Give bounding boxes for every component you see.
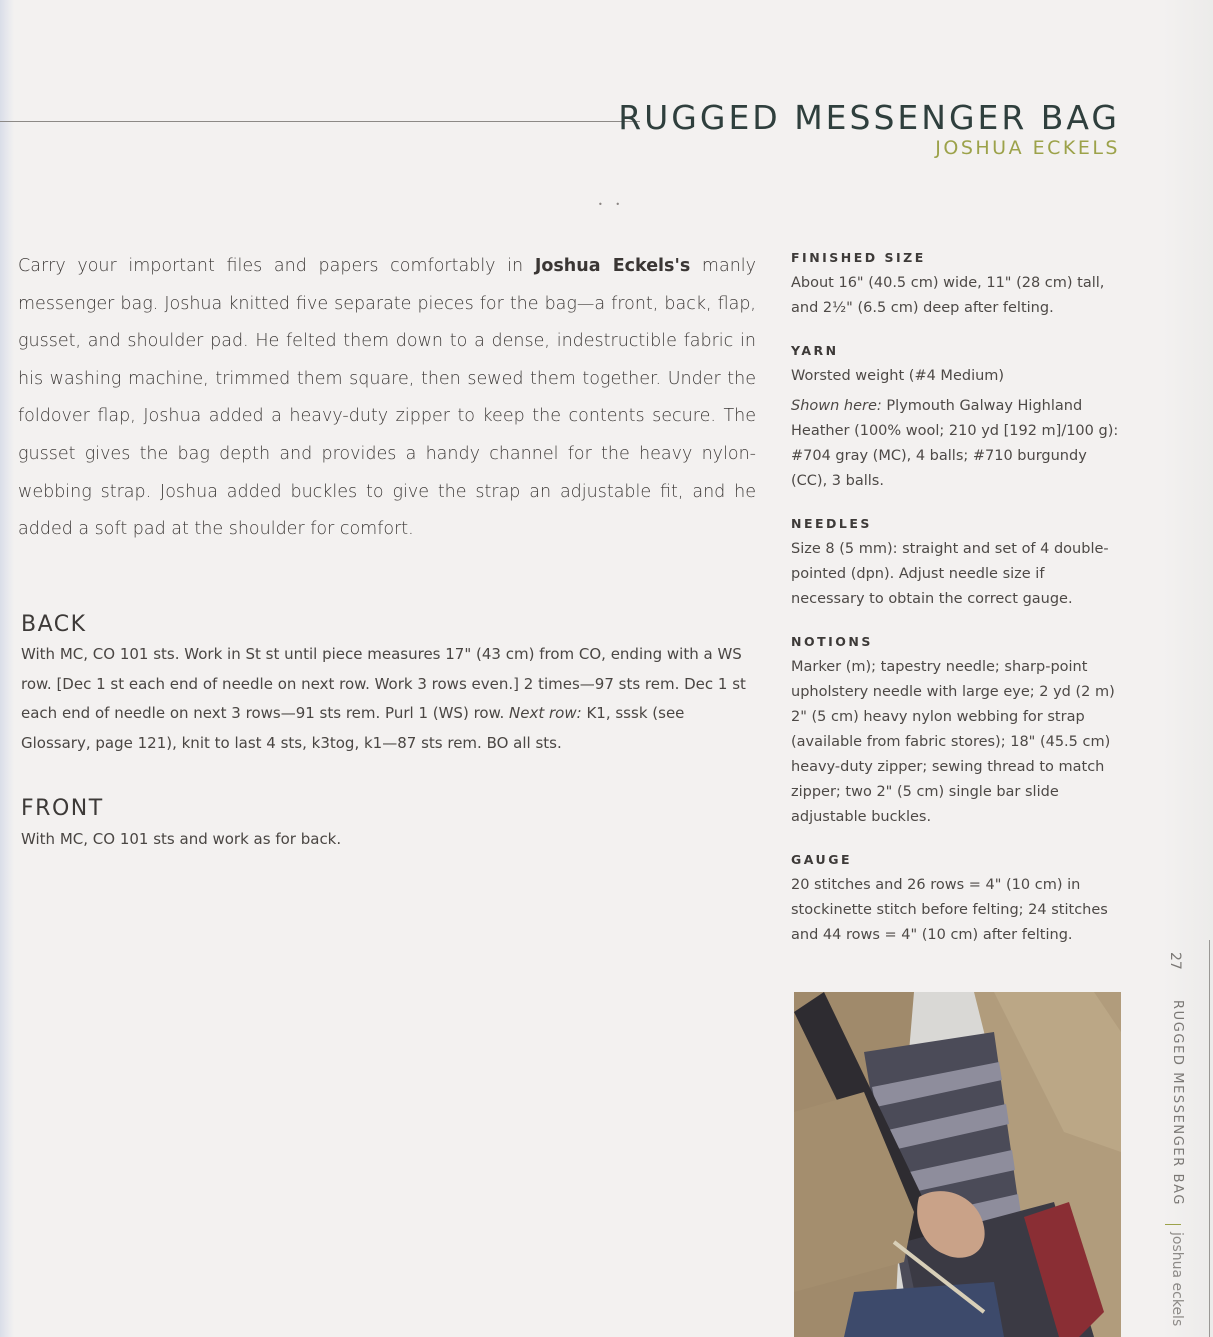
shown-here-text: Plymouth Galway Highland Heather (100% wool; 210 yd [192 m]/100 g): #704 gray (MC), 4 balls; #710 burgundy (CC), 3 balls. (791, 398, 1119, 489)
intro-designer-name: Joshua Eckels's (534, 256, 691, 276)
back-instructions (21, 640, 746, 758)
running-author: joshua eckels (1169, 1232, 1185, 1327)
front-heading: FRONT (21, 796, 104, 821)
intro-text-after: manly messenger bag. Joshua knitted five separate pieces for the bag—a front, back, flap, gusset, and shoulder pad. He felted them down to a dense, indestructible fabric in his washing machine, trimmed them square, then sewed them together. Under the foldover flap, Joshua added a heavy-duty zipper to keep the contents secure. The gusset gives the bag depth and provides a handy channel for the heavy nylon-webbing strap. Joshua added buckles to give the strap an adjustable fit, and he added a soft pad at the shoulder for comfort. (18, 256, 757, 540)
yarn-heading: YARN (791, 343, 839, 358)
photo-illustration (794, 992, 1121, 1337)
notions-text: Marker (m); tapestry needle; sharp-point upholstery needle with large eye; 2 yd (2 m) 2" (5 cm) heavy nylon webbing for strap (available from fabric stores); 18" (45.5 cm) heavy-duty zipper; sewing thread to match zipper; two 2" (5 cm) single bar slide adjustable buckles. (791, 659, 1115, 825)
spec-gauge (791, 852, 1121, 948)
messenger-bag-photo (794, 992, 1121, 1337)
page-gutter-shadow (0, 0, 14, 1337)
spec-finished-size (791, 250, 1121, 321)
finished-size-heading: FINISHED SIZE (791, 250, 926, 265)
shown-here-label: Shown here: (791, 398, 882, 414)
spec-needles (791, 516, 1121, 612)
back-heading: BACK (21, 612, 87, 637)
back-text-part2: K1, sssk (see Glossary, page 121), knit to last 4 sts, k3tog, k1—87 sts rem. BO all sts. (21, 704, 685, 752)
front-instructions: With MC, CO 101 sts and work as for back. (21, 830, 342, 848)
needles-text: Size 8 (5 mm): straight and set of 4 double-pointed (dpn). Adjust needle size if necessary to obtain the correct gauge. (791, 541, 1109, 607)
spec-notions (791, 634, 1121, 830)
needles-heading: NEEDLES (791, 516, 872, 531)
intro-text-before: Carry your important files and papers comfortably in (18, 256, 535, 276)
header-rule (0, 121, 640, 122)
back-text-part1: With MC, CO 101 sts. Work in St st until piece measures 17" (43 cm) from CO, ending with a WS row. [Dec 1 st each end of needle on next row. Work 3 rows even.] 2 times—97 sts rem. Dec 1 st each end of needle on next 3 rows—91 sts rem. Purl 1 (WS) row. (21, 645, 746, 722)
folio-rule (1209, 940, 1210, 1337)
finished-size-text: About 16" (40.5 cm) wide, 11" (28 cm) tall, and 2½" (6.5 cm) deep after felting. (791, 275, 1105, 316)
pattern-author: JOSHUA ECKELS (935, 137, 1120, 159)
yarn-shown-here (791, 394, 1121, 494)
intro-paragraph (18, 248, 756, 549)
running-footer-separator (1165, 1224, 1181, 1225)
notions-heading: NOTIONS (791, 634, 873, 649)
yarn-weight: Worsted weight (#4 Medium) (791, 368, 1005, 384)
running-title: RUGGED MESSENGER BAG (1170, 1000, 1185, 1207)
print-specks: • • (598, 200, 621, 209)
page-number: 27 (1167, 952, 1183, 970)
gauge-text: 20 stitches and 26 rows = 4" (10 cm) in stockinette stitch before felting; 24 stitches and 44 rows = 4" (10 cm) after felting. (791, 877, 1108, 943)
spec-yarn (791, 343, 1121, 494)
pattern-title: RUGGED MESSENGER BAG (618, 98, 1120, 137)
next-row-label: Next row: (509, 704, 582, 722)
gauge-heading: GAUGE (791, 852, 852, 867)
